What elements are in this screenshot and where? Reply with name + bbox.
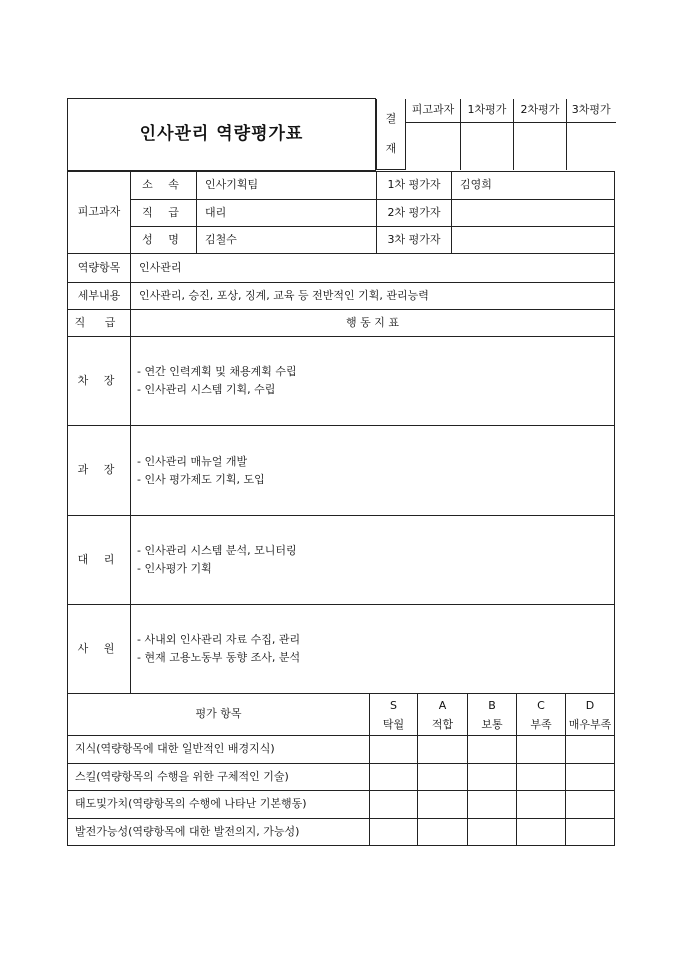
grade-header: 직 급 bbox=[68, 310, 131, 337]
behavior-item: - 연간 인력계획 및 채용계획 수립 bbox=[137, 365, 297, 378]
evaluation-item-knowledge: 지식(역량항목에 대한 일반적인 배경지식) bbox=[68, 736, 370, 764]
grade-cell-section-chief: 과 장 bbox=[68, 426, 131, 516]
form-body bbox=[67, 171, 615, 694]
score-cell[interactable] bbox=[566, 736, 615, 764]
appraisee-section-label: 피고과자 bbox=[68, 172, 131, 254]
scale-c-header: C 부족 bbox=[517, 694, 566, 736]
approval-col-second: 2차평가 bbox=[514, 99, 567, 123]
score-cell[interactable] bbox=[468, 791, 517, 819]
behavior-item: - 인사관리 매뉴얼 개발 bbox=[137, 454, 248, 468]
score-cell[interactable] bbox=[370, 791, 418, 819]
score-cell[interactable] bbox=[468, 764, 517, 791]
score-cell[interactable] bbox=[370, 819, 418, 846]
score-cell[interactable] bbox=[370, 764, 418, 791]
score-cell[interactable] bbox=[566, 791, 615, 819]
position-value: 대리 bbox=[197, 200, 377, 227]
sign-box-second[interactable] bbox=[514, 123, 567, 170]
details-value: 인사관리, 승진, 포상, 징계, 교육 등 전반적인 기획, 관리능력 bbox=[131, 283, 615, 310]
evaluation-form bbox=[67, 98, 616, 171]
scale-b-header: B 보통 bbox=[468, 694, 517, 736]
position-label: 직 급 bbox=[131, 200, 197, 227]
behavior-cell-manager bbox=[131, 337, 615, 426]
sign-box-first[interactable] bbox=[461, 123, 514, 170]
score-cell[interactable] bbox=[418, 764, 468, 791]
score-cell[interactable] bbox=[418, 736, 468, 764]
behavior-item: - 사내외 인사관리 자료 수집, 관리 bbox=[137, 633, 301, 646]
first-evaluator-value[interactable]: 김영희 bbox=[452, 172, 615, 200]
sign-box-appraisee[interactable] bbox=[406, 123, 461, 170]
grade-cell-manager: 차 장 bbox=[68, 337, 131, 426]
approval-col-appraisee: 피고과자 bbox=[406, 99, 461, 123]
affiliation-label: 소 속 bbox=[131, 172, 197, 200]
grade-cell-assistant-manager: 대 리 bbox=[68, 516, 131, 605]
score-cell[interactable] bbox=[517, 736, 566, 764]
first-evaluator-label: 1차 평가자 bbox=[377, 172, 452, 200]
approval-col-third: 3차평가 bbox=[567, 99, 616, 123]
approval-label: 결 재 bbox=[377, 99, 406, 170]
grade-cell-staff: 사 원 bbox=[68, 605, 131, 694]
score-cell[interactable] bbox=[517, 791, 566, 819]
behavior-item: - 인사관리 시스템 분석, 모니터링 bbox=[137, 544, 297, 557]
affiliation-value: 인사기획팀 bbox=[197, 172, 377, 200]
second-evaluator-label: 2차 평가자 bbox=[377, 200, 452, 227]
evaluation-item-skill: 스킬(역량항목의 수행을 위한 구체적인 기술) bbox=[68, 764, 370, 791]
behavior-cell-section-chief bbox=[131, 426, 615, 516]
name-label: 성 명 bbox=[131, 227, 197, 254]
score-cell[interactable] bbox=[566, 764, 615, 791]
approval-col-first: 1차평가 bbox=[461, 99, 514, 123]
scale-s-header: S 탁월 bbox=[370, 694, 418, 736]
indicator-header: 행 동 지 표 bbox=[131, 310, 615, 337]
evaluation-item-potential: 발전가능성(역량항목에 대한 발전의지, 가능성) bbox=[68, 819, 370, 846]
behavior-cell-staff bbox=[131, 605, 615, 694]
evaluation-item-header: 평가 항목 bbox=[68, 694, 370, 736]
evaluation-item-attitude: 태도및가치(역량항목의 수행에 나타난 기본행동) bbox=[68, 791, 370, 819]
competency-label: 역량항목 bbox=[68, 254, 131, 283]
details-label: 세부내용 bbox=[68, 283, 131, 310]
name-value: 김철수 bbox=[197, 227, 377, 254]
score-cell[interactable] bbox=[468, 819, 517, 846]
score-cell[interactable] bbox=[468, 736, 517, 764]
approval-box bbox=[376, 99, 616, 171]
behavior-cell-assistant-manager bbox=[131, 516, 615, 605]
third-evaluator-value[interactable] bbox=[452, 227, 615, 254]
evaluation-table bbox=[67, 693, 615, 846]
sign-box-third[interactable] bbox=[567, 123, 616, 170]
score-cell[interactable] bbox=[370, 736, 418, 764]
score-cell[interactable] bbox=[418, 791, 468, 819]
score-cell[interactable] bbox=[517, 819, 566, 846]
scale-d-header: D 매우부족 bbox=[566, 694, 615, 736]
scale-a-header: A 적합 bbox=[418, 694, 468, 736]
score-cell[interactable] bbox=[418, 819, 468, 846]
behavior-item: - 인사평가 기획 bbox=[137, 562, 212, 575]
page-title: 인사관리 역량평가표 bbox=[68, 99, 376, 171]
behavior-item: - 인사 평가제도 기획, 도입 bbox=[137, 472, 265, 486]
behavior-item: - 현재 고용노동부 동향 조사, 분석 bbox=[137, 651, 301, 664]
competency-value: 인사관리 bbox=[131, 254, 615, 283]
score-cell[interactable] bbox=[566, 819, 615, 846]
third-evaluator-label: 3차 평가자 bbox=[377, 227, 452, 254]
behavior-item: - 인사관리 시스템 기획, 수립 bbox=[137, 383, 276, 396]
score-cell[interactable] bbox=[517, 764, 566, 791]
second-evaluator-value[interactable] bbox=[452, 200, 615, 227]
